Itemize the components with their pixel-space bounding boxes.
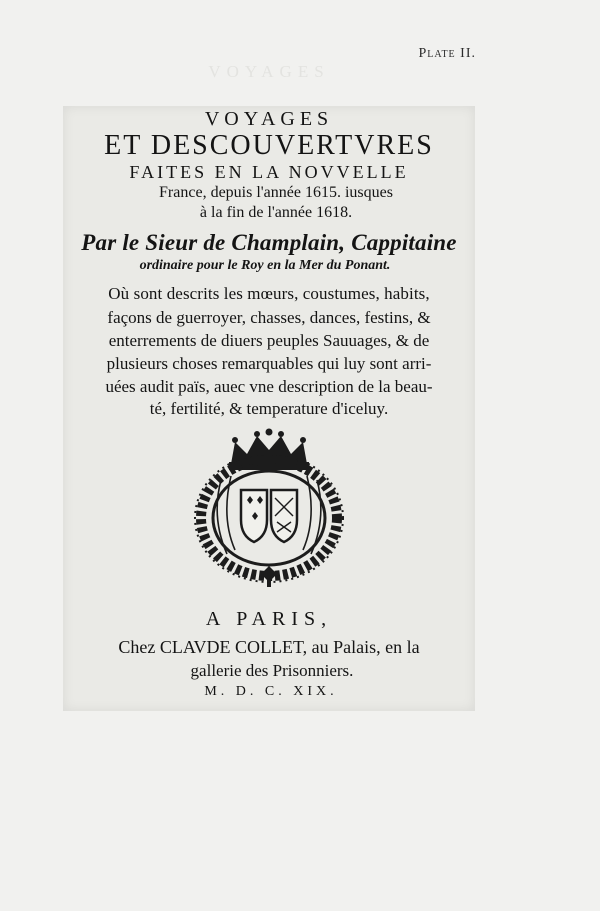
title-page-facsimile [63,62,475,711]
description-line-3: enterrements de diuers peuples Sauuages, & de [108,331,430,350]
title-line-4: France, depuis l'année 1615. iusques [159,184,393,201]
author-line-1: Par le Sieur de Champlain, Cappitaine [81,230,457,255]
description-line-6: té, fertilité, & temperature d'iceluy. [149,399,389,418]
title-line-5: à la fin de l'année 1618. [199,204,353,221]
description-line-4: plusieurs choses remarquables qui luy sont arri- [106,354,432,373]
author-line-2: ordinaire pour le Roy en la Mer du Ponant. [139,258,391,273]
title-line-3: FAITES EN LA NOVVELLE [129,162,409,182]
show-through-text: VOYAGES [208,62,330,81]
title-line-2: ET DESCOUVERTVRES [104,130,434,161]
description-line-2: façons de guerroyer, chasses, dances, festins, & [107,308,431,327]
description-line-5: uées audit païs, auec vne description de la beau- [105,377,433,396]
imprint-year: M. D. C. XIX. [204,684,338,699]
plate-label: Plate II. [418,46,476,61]
title-line-1: VOYAGES [204,108,334,130]
imprint-publisher: Chez CLAVDE COLLET, au Palais, en la [118,637,420,657]
imprint-gallery: gallerie des Prisonniers. [190,661,354,680]
description-line-1: Où sont descrits les mœurs, coustumes, habits, [108,284,430,303]
royal-coat-of-arms-icon [191,428,347,588]
imprint-place: A PARIS, [205,608,333,630]
